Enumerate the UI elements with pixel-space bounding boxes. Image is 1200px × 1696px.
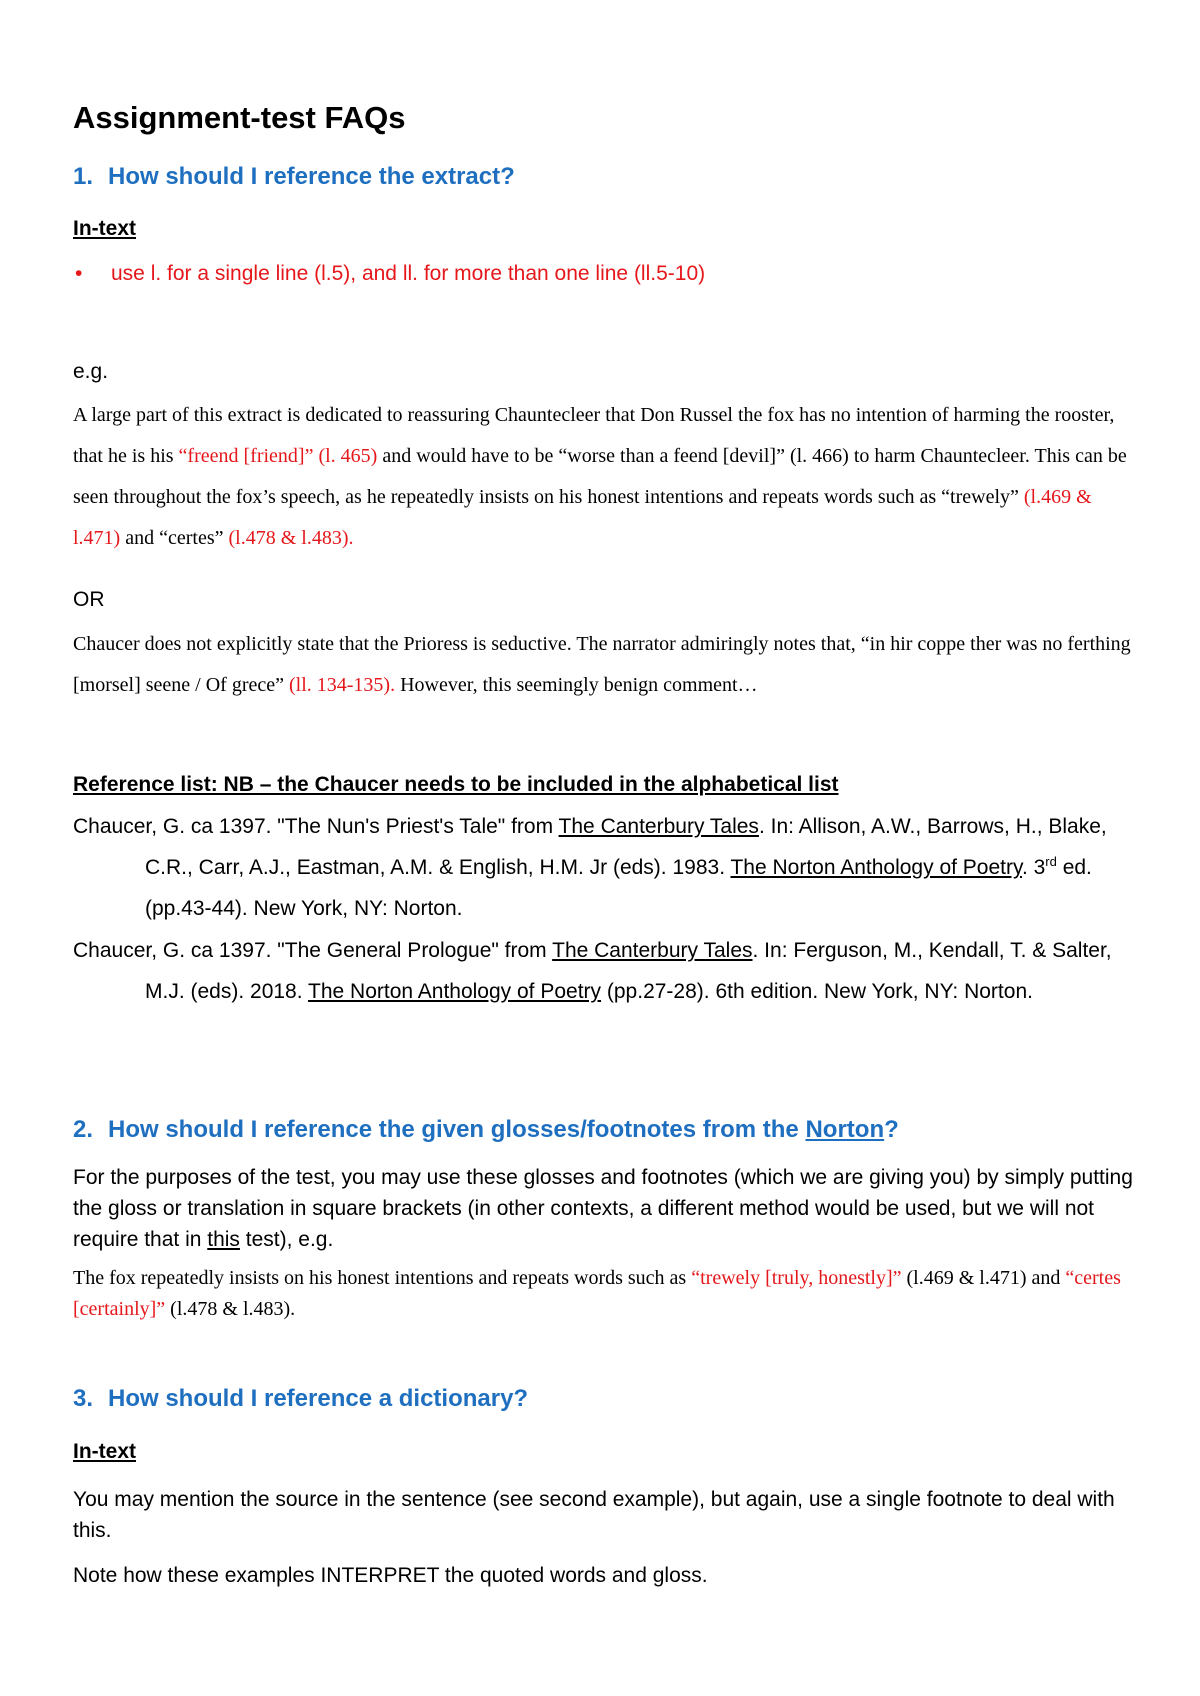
example-1-paragraph	[73, 395, 1133, 559]
section-3-heading	[73, 1385, 528, 1413]
section-2-title: How should I reference the given glosses/footnotes from the	[108, 1116, 806, 1143]
ref-1-text-a: Chaucer, G. ca 1397. "The Nun's Priest's Tale" from	[73, 815, 559, 838]
section-1-title: How should I reference the extract?	[108, 163, 515, 190]
ref-2-text-e: (pp.27-28). 6th edition. New York, NY: Norton.	[601, 980, 1033, 1003]
section-2-example-highlight-b: “trewely [truly, honestly]”	[691, 1267, 902, 1289]
section-3-body-2: Note how these examples INTERPRET the quoted words and gloss.	[73, 1564, 708, 1587]
section-1-bullet-text: use l. for a single line (l.5), and ll. for more than one line (ll.5-10)	[111, 262, 706, 285]
example-1-highlight-d: (l.469 & l.471)	[73, 486, 1092, 549]
ref-1-text-c: . In: Allison, A.W., Barrows, H., Blake, C.R., Carr, A.J., Eastman, A.M. & English, H.M. Jr (eds). 1983.	[145, 815, 1107, 879]
example-2-text-c: However, this seemingly benign comment…	[395, 674, 758, 696]
section-2-example-e: (l.478 & l.483).	[165, 1298, 296, 1320]
ref-1-superscript: rd	[1045, 854, 1057, 869]
section-2-example-c: (l.469 & l.471) and	[901, 1267, 1066, 1289]
reference-list-label: Reference list: NB – the Chaucer needs to be included in the alphabetical list	[73, 773, 839, 796]
section-2-number: 2.	[73, 1116, 94, 1143]
section-1-bullet	[73, 262, 705, 286]
example-1-text-a: A large part of this extract is dedicated to reassuring Chauntecleer that Don Russel the fox has no intention of harming the rooster, that he is his	[73, 404, 1115, 467]
page-title: Assignment-test FAQs	[73, 100, 406, 135]
example-2-highlight-b: (ll. 134-135).	[289, 674, 396, 696]
ref-1-text-e: . 3	[1021, 856, 1046, 879]
ref-1-anthology-title: The Norton Anthology of Poetry	[730, 856, 1022, 879]
section-3-title: How should I reference a dictionary?	[108, 1385, 529, 1412]
section-2-heading	[73, 1116, 899, 1144]
section-2-example-a: The fox repeatedly insists on his honest intentions and repeats words such as	[73, 1267, 692, 1289]
section-2-example-highlight-d: “certes [certainly]”	[73, 1267, 1121, 1320]
section-2-example	[73, 1263, 1133, 1325]
ref-1-text-f: ed. (pp.43-44). New York, NY: Norton.	[145, 856, 1092, 920]
section-3-body-1: You may mention the source in the sentence (see second example), but again, use a single footnote to deal with this.	[73, 1488, 1115, 1542]
ref-2-text-a: Chaucer, G. ca 1397. "The General Prologue" from	[73, 939, 553, 962]
section-2-body-a: For the purposes of the test, you may use these glosses and footnotes (which we are giving you) by simply putting the gloss or translation in square brackets (in other contexts, a different method would be used, but we will not require that in	[73, 1166, 1133, 1251]
section-3-number: 3.	[73, 1385, 94, 1412]
section-1-number: 1.	[73, 163, 94, 190]
example-1-text-c: and would have to be “worse than a feend [devil]” (l. 466) to harm Chauntecleer. This can be seen throughout the fox’s speech, as he repeatedly insists on his honest intentions and repeats words such as “trewely”	[73, 445, 1127, 508]
section-3-intext-label: In-text	[73, 1440, 136, 1463]
section-2-title-norton: Norton	[805, 1116, 885, 1143]
section-1-intext-label: In-text	[73, 217, 136, 240]
example-1-text-e: and “certes”	[120, 527, 229, 549]
ref-1-book-title: The Canterbury Tales	[558, 815, 759, 838]
section-2-body-emphasis: this	[207, 1228, 240, 1251]
reference-entry-1	[73, 806, 1133, 929]
ref-2-book-title: The Canterbury Tales	[552, 939, 753, 962]
example-1-highlight-f: (l.478 & l.483).	[228, 527, 354, 549]
eg-label: e.g.	[73, 360, 109, 383]
ref-2-anthology-title: The Norton Anthology of Poetry	[308, 980, 602, 1003]
section-1-heading	[73, 163, 515, 191]
section-2-body-c: test), e.g.	[239, 1228, 334, 1251]
example-2-text-a: Chaucer does not explicitly state that the Prioress is seductive. The narrator admiringly notes that, “in hir coppe ther was no ferthing [morsel] seene / Of grece”	[73, 633, 1131, 696]
ref-2-text-c: . In: Ferguson, M., Kendall, T. & Salter, M.J. (eds). 2018.	[145, 939, 1112, 1003]
section-2-body	[73, 1162, 1133, 1255]
example-1-highlight-b: “freend [friend]” (l. 465)	[178, 445, 378, 467]
section-2-title-end: ?	[884, 1116, 899, 1143]
reference-entry-2	[73, 930, 1133, 1012]
bullet-dot-icon: •	[75, 262, 83, 285]
or-label: OR	[73, 588, 105, 611]
example-2-paragraph	[73, 624, 1133, 706]
